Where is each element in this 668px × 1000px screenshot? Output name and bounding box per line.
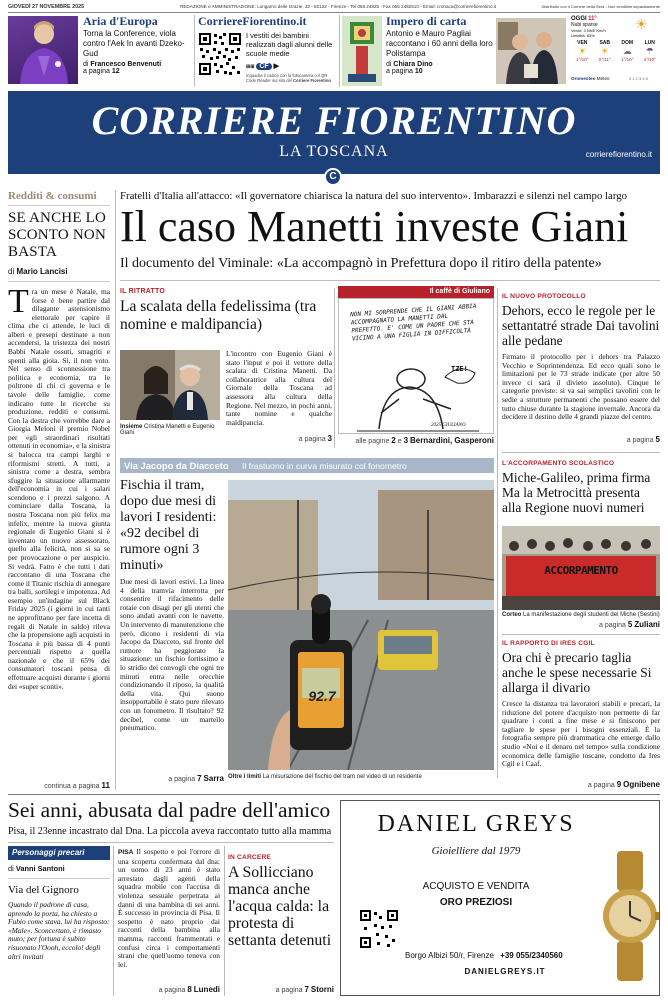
credit-brand: Oromeoteo [571,76,596,81]
forecast-day [616,40,639,70]
page-number: 2 [391,436,396,445]
forecast-temp: 1°/10° [575,57,589,62]
scolastico-article[interactable] [502,460,660,630]
ad-tagline: Gioielliere dal 1979 [431,845,521,857]
forecast-temp: 0°/11° [598,57,611,62]
teaser-page-ref [83,68,191,75]
tram-street-photo [228,480,494,770]
caption-text: La misurazione del fischio del tram nel video di un residente [262,774,422,780]
precari-section-bar [8,846,110,860]
ritratto-caption [120,424,224,436]
ritratto-page-ref[interactable] [226,434,332,443]
caption-text: Cristina Manetti e Eugenio Giani [120,424,215,436]
caption-label: Corteo [502,612,522,618]
weather-widget[interactable] [571,16,661,86]
teaser-title: CorriereFiorentino.it [198,14,307,28]
tram-author: Sarra [203,774,224,783]
pisa-rule [8,842,334,843]
cloud-icon: ☁ [622,46,632,56]
sun-cloud-icon: ☀ [635,16,648,32]
page-number: 10 [414,68,423,75]
meter-reading: 92.7 [308,688,336,704]
ritratto-photo [120,350,220,420]
issue-date: GIOVEDÌ 27 NOVEMBRE 2025 [8,4,85,10]
page-number: 7 [304,985,309,994]
editorial-body [8,283,111,691]
protocollo-article[interactable] [502,293,660,445]
today-humidity: Umidità: 83% [571,33,595,38]
page-number: 12 [111,68,120,75]
caffe-label-bar [338,286,494,298]
cartoon-text: NON MI SORPRENDE CHE IL GIANI ABBIA ACCOMPAGNATO LA MANETTI DAL PREFETTO. E' COME UN PADRE CHE STA VICINO A UNA FIGLIA IN DIFFICOLTÀ [350,302,477,343]
continue-prefix: continua a pagina [44,783,100,790]
scolastico-photo [502,526,660,610]
logo-letter: C [329,171,337,182]
weather-today [571,16,631,38]
today-temp: 11° [588,16,597,22]
left-col-divider [115,190,116,790]
credit-sub: Meteo [596,76,610,81]
teaser-divider [339,15,340,87]
qr-note [246,73,336,83]
teaser-author: Francesco Benvenuti [90,61,162,68]
pisa-subhead: Pisa, il 23enne incastrato dal Dna. La piccola aveva raccontato tutto alla mamma [8,826,332,837]
tram-bar [120,458,494,473]
col-divider [497,288,498,778]
weather-forecast [571,40,661,70]
col-divider [334,288,335,448]
forecast-day [639,40,662,70]
scolastico-rule [502,634,660,635]
lead-rule [120,280,660,281]
byline-prefix: di [8,864,14,873]
pisa-dateline: PISA [118,849,134,856]
carcere-page-ref[interactable] [228,985,334,994]
ad-address: Borgo Albizi 50/r, Firenze [405,951,494,960]
pagliai-brothers-photo [496,18,566,84]
page-prefix: a pagina [83,68,110,75]
forecast-day-label: DOM [621,40,634,46]
ritratto-headline: La scalata della fedelissima (tra nomine e maldipancia) [120,298,317,333]
page-number: 8 [187,985,192,994]
pisa-page-ref[interactable] [118,985,220,994]
ires-headline: Ora chi è precario taglia anche le spese necessarie Si allarga il divario [502,650,652,695]
ires-text: Cresce la distanza tra lavoratori stabili e precari, la riduzione del potere d'acquisto non permette di far quadrare i conti a fine mese e si finiscono per tagliare le spese per i bisogni essenziali. È la fotografia sempre più drammatica che emerge dallo studio «Noi e il denaro nel tempo» sulla condizione economica delle famiglie toscane, condotto da Ires Cgil e i Caaf. [502,699,660,769]
forecast-day [594,40,617,70]
masthead-logo-icon [324,168,342,186]
caption-label: Insieme [120,424,143,430]
ad-line-acquisto: ACQUISTO E VENDITA [422,881,530,892]
pisa-author: Lunedì [193,985,220,994]
forecast-temp: 1°/10° [620,57,634,62]
precari-title: Via del Gignoro [8,884,79,896]
byline-prefix: di [386,61,392,68]
precari-byline [8,864,110,873]
caffe-authors: Bernardini, Gasperoni [409,436,494,445]
editorial-rule [8,281,110,282]
teaser-byline [83,61,191,68]
today-desc: Nubi sparse [571,22,598,28]
tram-text: Due mesi di lavori estivi. La linea 4 della tramvia interrotta per consentire il rifacimento delle rotaie con disagi per gli utenti che sono andati avanti con le navette. Un intervento di manutenzione che però, dicono i residenti di via Jacopo da Diacceto, sul fronte del rumore ha peggiorato la situazione: un fischio fortissimo e lo stridìo dei convogli che ogni tre minuti entra nelle orecchie condizionando il riposo, la qualità della vita. Qui suono insopportabile è stato pure rilevato con un fonometro. Il risultato? 92 decibel, come un martello pneumatico. [120,577,224,733]
teaser-photo-illustration [342,16,382,86]
daniel-greys-ad[interactable] [340,800,660,996]
page-number: 9 [616,780,622,789]
forecast-temp: 4°/10° [643,57,657,62]
teaser-text: Torna la Conference, viola contro l'Aek In avanti Dzeko-Gud [83,29,185,58]
carcere-article[interactable] [228,854,334,992]
page-prefix: a pagina [626,437,654,444]
tram-photo [228,480,494,770]
cartoon-balloon: TZE! [451,365,468,373]
tram-bar-title: Via Jacopo da Diacceto [124,460,229,471]
caption-text: La manifestazione degli studenti del Miche (Sestini) [523,612,660,618]
carcere-author: Storni [310,985,334,994]
forecast-day-label: VEN [577,40,588,46]
editorial-continue[interactable] [8,781,110,790]
ad-qr-code[interactable] [359,909,399,949]
footballer-illustration [8,16,78,84]
teaser-text: I vestiti dei bambini realizzati dagli alunni delle scuole medie [246,31,333,58]
page-prefix: a pagina [386,68,413,75]
carcere-headline: A Sollicciano manca anche l'acqua calda: la protesta di settanta detenuti [228,864,332,949]
masthead-subtitle: LA TOSCANA [279,143,389,160]
carcere-kicker: IN CARCERE [228,854,272,861]
page-prefix: a pagina [275,987,303,994]
masthead[interactable] [8,91,660,174]
weather-credit [571,76,610,81]
page-number-end: 3 [403,436,409,445]
teaser-photo-pagliai [496,18,566,84]
ires-kicker: IL RAPPORTO DI IRES CGIL [502,640,595,647]
precari-section: Personaggi precari [12,848,85,857]
teaser-photo-footballer [8,16,78,84]
qr-note-text: Inquadra il codice con la fotocamera o il QR Code Reader sul sito del [246,73,328,83]
ad-website[interactable]: DANIELGREYS.IT [464,967,546,976]
col-divider [113,846,114,996]
ritratto-kicker: IL RITRATTO [120,288,165,295]
tram-caption [228,774,494,780]
continue-page: 11 [101,781,110,790]
precari-author: Vanni Santoni [15,864,65,873]
scolastico-headline: Miche-Galileo, prima firma Ma la Metrocittà presenta alla Regione nuovi numeri [502,470,651,515]
scolastico-page-ref[interactable] [502,620,660,629]
protocollo-text: Firmato il protocollo per i dehors tra Palazzo Vecchio e Soprintendenza. Ed ecco quali sono le limitazioni per le 73 strade indicate (per altre 50 invece ci sarà il divieto assoluto). Cinque le categorie previste: si va sai semplici tavolini con le sedie a strutture permanenti che possano essere del tutto chiuse durante la stagione invernale. Ancora da decidere il destino delle 4 grandi piazze del centro. [502,352,660,422]
page-prefix: a pagina [587,782,615,789]
editorial-byline [8,267,110,276]
lead-subhead: Il documento del Viminale: «La accompagnò in Prefettura dopo il ritiro della patente» [120,256,602,271]
tram-page-ref[interactable] [120,774,224,783]
precari-rule [8,878,110,879]
protocollo-kicker: IL NUOVO PROTOCOLLO [502,293,586,300]
protocollo-page-ref[interactable] [502,435,660,444]
editorial-section: Redditi & consumi [8,190,97,202]
page-joiner: e [397,438,402,445]
teaser-page-ref [386,68,494,75]
pisa-headline[interactable]: Sei anni, abusata dal padre dell'amico [8,798,331,822]
editorial-dropcap: T [8,283,29,320]
masthead-title: CORRIERE FIORENTINO [91,98,577,143]
pisa-text: Il sospetto e poi l'orrore di una scoperta confermata dal dna: un uomo di 23 anni è stato arrestato dagli agenti della squadra mobile con l'accusa di violenza sessuale perpetrata ai danni di una bambina di sei anni. È successo in provincia di Pisa. Il sospetto è nato proprio dai racconti della bambina alla mamma, racconti frammentati e confusi circa i comportamenti strani che quell'uomo teneva con lei. [118,847,220,969]
precari-column[interactable] [8,846,110,996]
qr-note-brand: Corriere Fiorentino [293,78,331,83]
bottom-rule [8,794,660,795]
page-prefix: a pagina [168,776,196,783]
ires-page-ref[interactable] [502,780,660,789]
scolastico-kicker: L'ACCORPAMENTO SCOLASTICO [502,460,615,467]
polistampa-illustration [342,16,382,86]
caffe-page-ref[interactable] [338,436,494,445]
editorial-column [8,190,110,770]
scolastico-author: Zuliani [634,620,660,629]
lead-kicker: Fratelli d'Italia all'attacco: «Il governatore chiarisca la natura del suo intervento». Imbarazzi e silenzi nel campo largo [120,190,628,202]
today-label: OGGI [571,16,587,22]
ires-article[interactable] [502,640,660,788]
editorial-author: Mario Lancisi [16,267,68,276]
ires-author: Ognibene [623,780,660,789]
manetti-giani-photo [120,350,220,420]
editorial-info: REDAZIONE e AMMINISTRAZIONE: Lungarno delle Grazie, 22 - 50122 - Firenze - Tel 055 24825 - Fax 055 2482510 - Email: cronaca@corrierefiorentino.it [180,4,497,9]
play-icon: ▶ [273,63,280,70]
qr-code[interactable] [198,32,242,76]
ad-brand: DANIEL GREYS [377,811,575,837]
cf-badge-row: ⊞⊞ CF ▶ [246,63,280,70]
editorial-title: SE ANCHE LO SCONTO NON BASTA [8,210,107,260]
page-prefix: a pagina [298,436,326,443]
teaser-title: Aria d'Europa [83,14,158,28]
caption-label: Oltre i limiti [228,774,262,780]
tram-bar-sub: Il frastuono in curva misurato col fonometro [242,461,407,471]
cf-badge: CF [256,63,271,70]
teaser-impero-carta[interactable] [386,15,494,87]
sun-icon: ☀ [578,46,587,56]
tram-article[interactable] [120,478,224,783]
caffe-cartoon-box[interactable] [338,286,494,434]
sun-icon: ☀ [600,46,609,56]
cartoon-signature: 2025 GIULIANO [431,423,466,428]
ad-phone: +39 055/2340560 [500,951,563,960]
precari-text: Quando il padrone di casa, aprendo la porta, ha chiesto a Fubio come stava, lui ha risposto: «Male». Sconcertato, è rimasto muto; per fortuna è subito risuonato l'Oooh, eccolo! degli altri invitati [8,900,110,961]
ad-line-oro: ORO PREZIOSI [439,897,513,908]
tram-headline: Fischia il tram, dopo due mesi di lavori I residenti: «92 decibel di rumore ogni 3 minuti» [120,478,217,573]
teaser-title: Impero di carta [386,14,467,28]
teaser-aria-europa[interactable] [83,15,191,87]
page-number: 5 [655,435,660,444]
protest-banner-text: ACCORPAMENTO [544,564,618,577]
page-prefix: alle pagine [355,438,390,445]
masthead-url[interactable]: corrierefiorentino.it [585,150,652,159]
teaser-corrierefiorentino-it[interactable] [198,15,336,87]
forecast-day-label: SAB [599,40,611,46]
editorial-text: ra un mese è Natale, ma forse è bene partire dal dilagante astensionismo elettorale per capire il clima che ci attende, le luci di alberi e presepi destinate a non accendersi, la tristezza dei nostri Babbi Natale ossuti, smagriti e spenti alla gioia. Sì, il non voto. Nel senso di sconnessione tra politica e economia, tra le poltrone di chi ci governa e le tavole delle famiglie, come indicano tutte le ricerche su produzione, redditi e consumi. Con la destra che vorrebbe dare a Giorgia Meloni il premio Nobel per «gli straordinari risultati ottenuti in economia», e la sinistra si balocca tra campi larghi e riformismi stretti. A tutti, a sinistra come a destra, sembra sfuggire la situazione allarmante dell'economia in cui i salari scendono e i prezzi salgono. A cominciare dalla Toscana, la nostra Toscana non più felix ma infelix, mentre la nuova giunta regionale di Eugenio Giani si è inventato un nuovo assessorato, quello alla felicità, non si sa se per provocazione o per auspicio. Si vedrà. Fatto è che tutti i dati raccontano di una Toscana che come il Titanic rischia di annegare tra balli, sortilegi e impotenza. Ad esempio un'indagine sul Black Friday 2025 (i giorni in cui tanti ne approfittano per fare incetta di regali di Natale in saldo) rileva che la propensione agli acquisti in Toscana è più bassa di 4 punti percentuali rispetto a quella nazionale e che il 65% dei consumatori toscani pensa di effettuare acquisti durante i giorni dei «super sconti». [8,287,111,691]
pisa-body [118,848,220,988]
page-number: 5 [627,620,633,629]
page-prefix: a pagina [599,622,626,629]
caffe-cartoon [338,298,494,434]
top-bar [8,3,660,12]
byline-prefix: di [83,61,89,68]
weather-scale: 0 1 2 3 4 5 [629,76,648,81]
editorial-rule [8,205,110,206]
teaser-byline [386,61,494,68]
page-prefix: a pagina [158,987,186,994]
teaser-text: Antonio e Mauro Pagliai raccontano i 60 anni della loro Polistampa [386,29,493,58]
scolastico-caption [502,612,660,618]
teaser-author: Chiara Dino [393,61,433,68]
rain-icon: ☂ [645,46,654,56]
byline-prefix: di [8,267,15,276]
protocollo-rule [502,452,660,453]
pisa-text-block [118,848,220,969]
ritratto-text: L'incontro con Eugenio Giani è stato l'input e poi il vettore della scalata di Cristina Manetti. Da collaboratrice alla cultura del Giornale della Toscana ad assessora alla cultura della Regione. Nel mezzo, in pochi anni, tante nomine e qualche maldipancia. [226,349,332,427]
today-wind: Vento: 3 NNE Km/h [571,28,606,33]
forecast-day [571,40,594,70]
gold-watch-icon [601,851,659,981]
page-number: 3 [327,434,332,443]
cartoon-figure [339,359,495,435]
teaser-divider [194,15,195,87]
distribution-note: Distribuito con il Corriere della Sera - Non vendibile separatamente [541,4,660,9]
forecast-day-label: LUN [644,40,655,46]
lead-headline[interactable]: Il caso Manetti investe Giani [120,202,629,251]
ritratto-article[interactable] [120,288,332,448]
protocollo-headline: Dehors, ecco le regole per le settantatré strade Dai tavolini alle pedane [502,303,660,348]
ad-contact-row [405,951,605,960]
col-divider [224,846,225,996]
caffe-label: Il caffè di Giuliano [429,288,490,295]
page-number: 7 [197,774,202,783]
top-rule [8,12,660,13]
